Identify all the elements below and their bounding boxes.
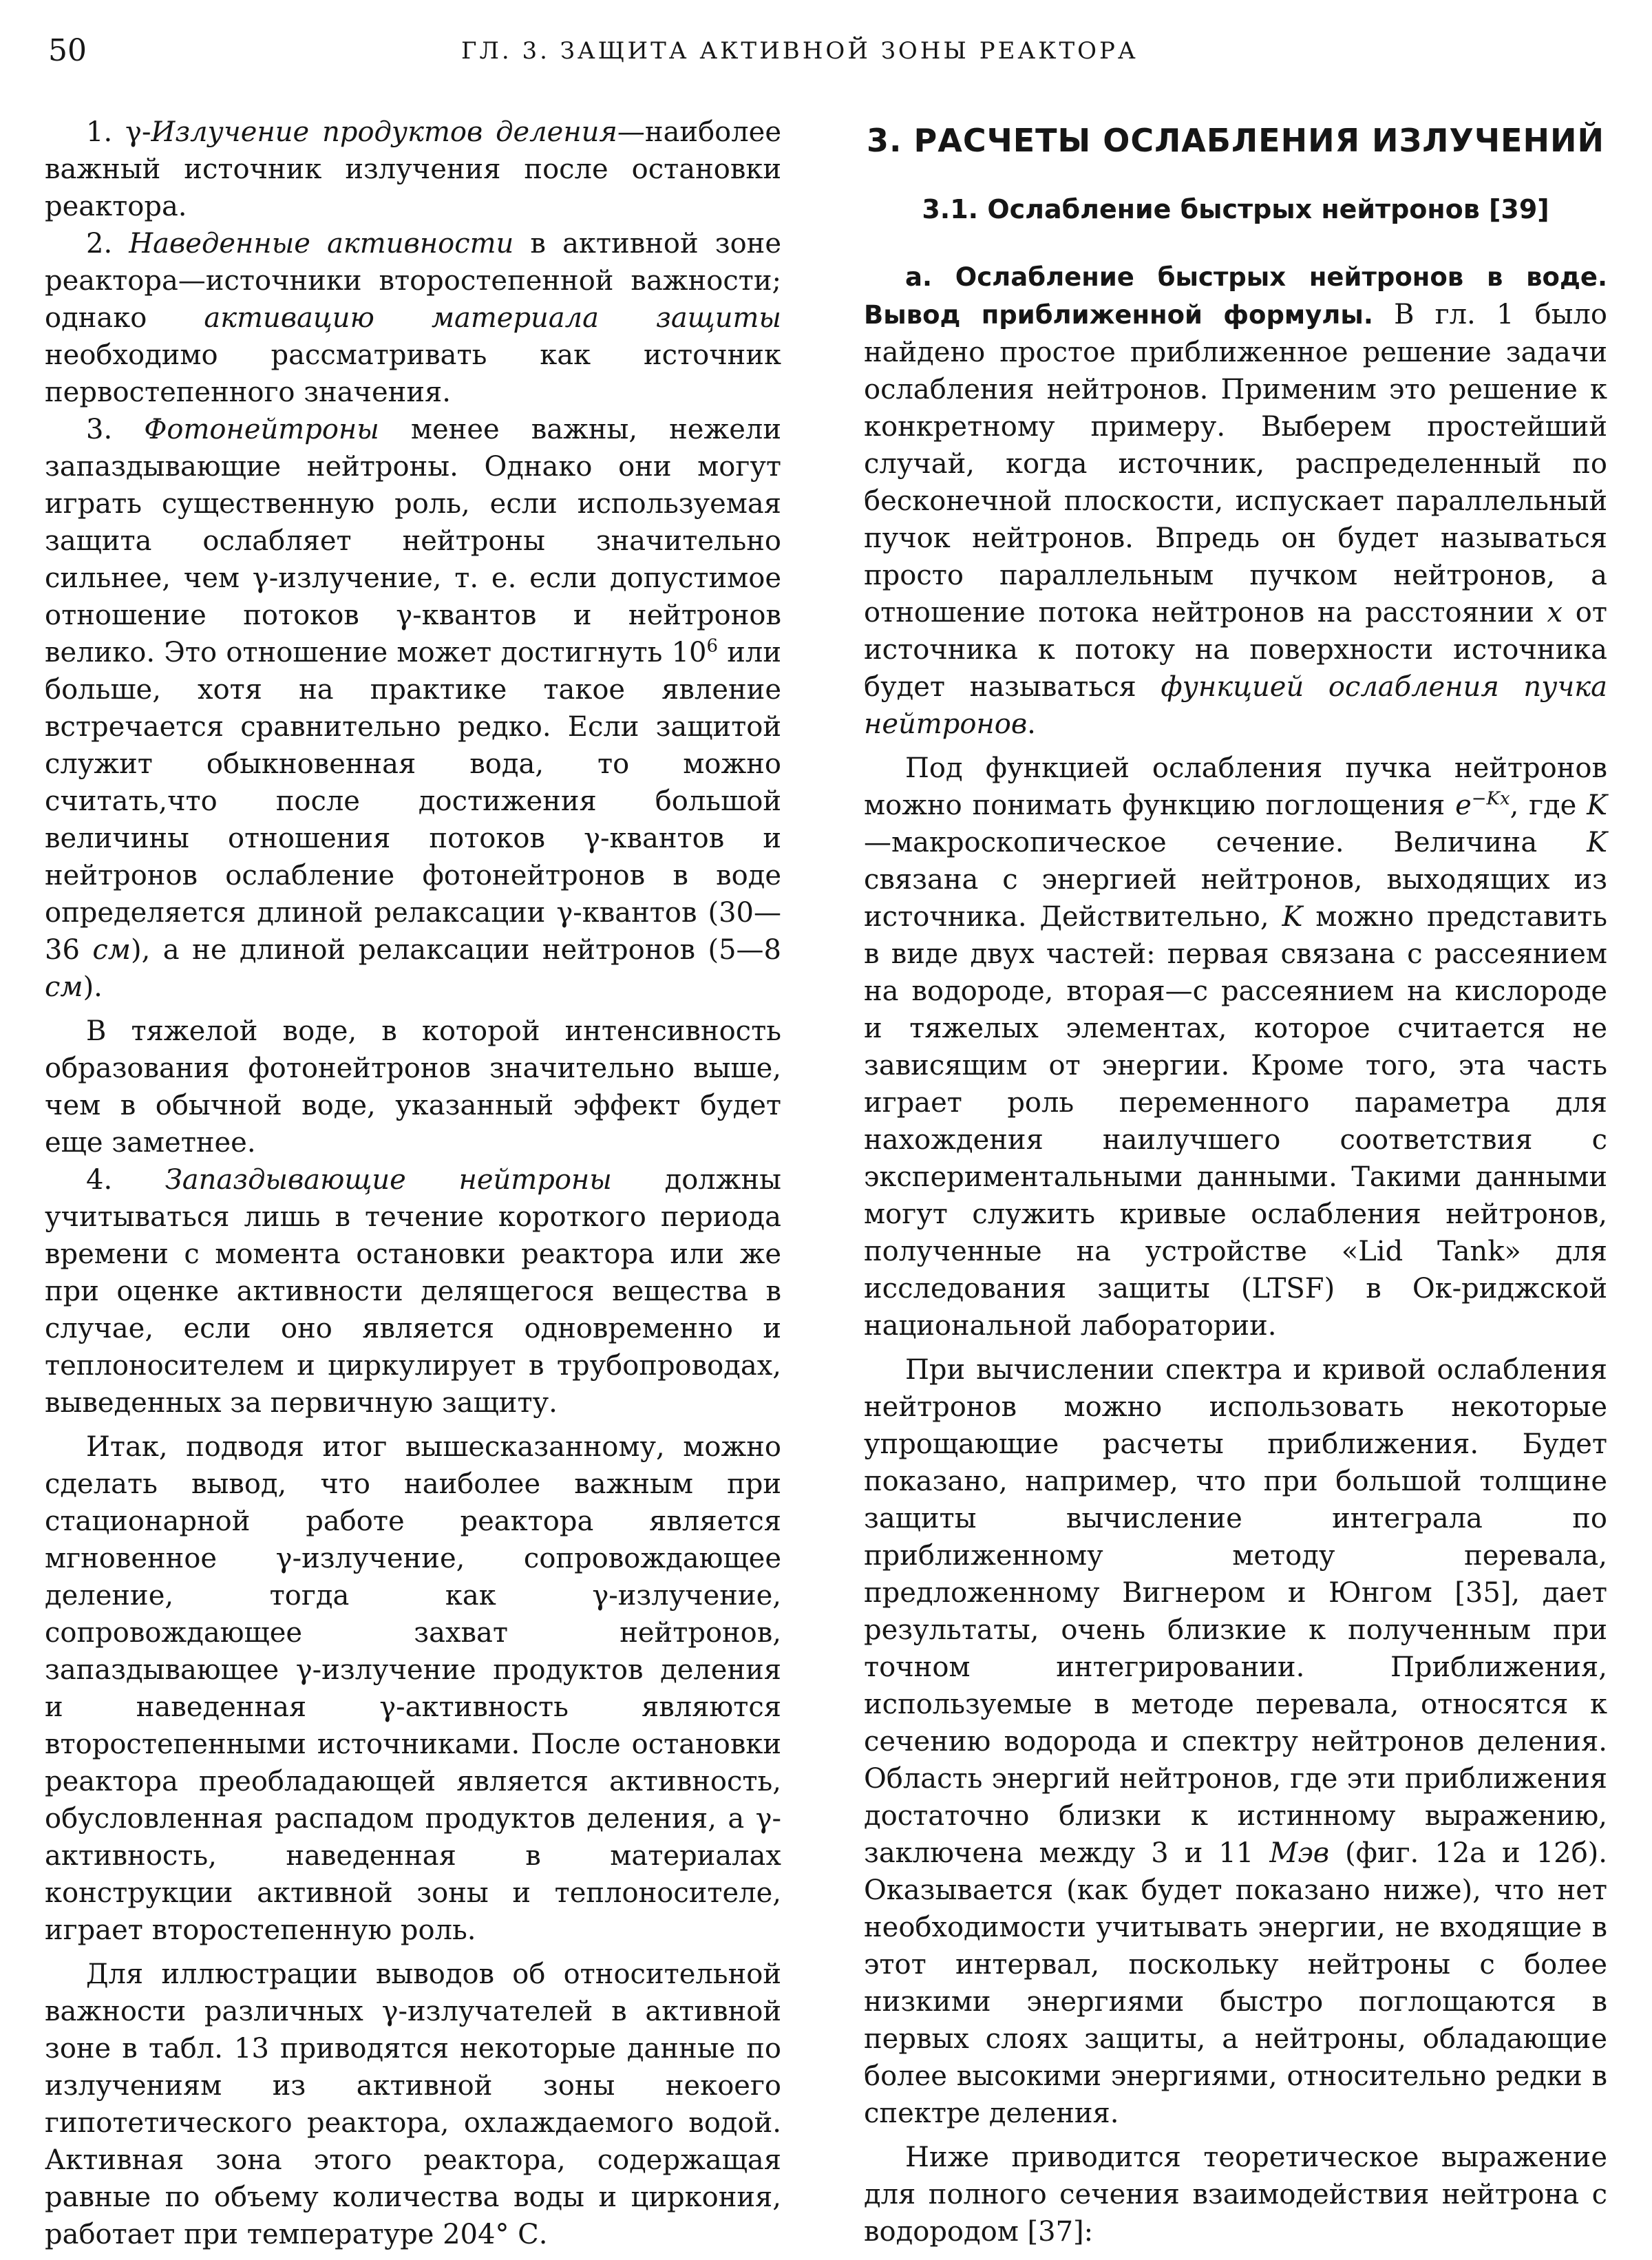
- paragraph-table-13: Для иллюстрации выводов об относительной важности различных γ-излучателей в активной зоне в табл. 13 приводятся некоторые данные по излучениям из активной зоны некоего гипотетического реактора, охлаждаемого водой. Активная зона этого реактора, содержащая равные по объему количества воды и циркония, работает при температуре 204° С.: [45, 1958, 781, 2250]
- paragraph-item-4: 4. Запаздывающие нейтроны должны учитываться лишь в течение короткого периода времени с момента остановки реактора или же при оценке активности делящегося вещества в случае, если оно является одновременно и теплоносителем и циркулирует в трубопроводах, выведенных за первичную защиту.: [45, 1164, 781, 1419]
- paragraph-item-3: 3. Фотонейтроны менее важны, нежели запаздывающие нейтроны. Однако они могут играть существенную роль, если используемая защита ослабляет нейтроны значительно сильнее, чем γ-излучение, т. е. если допустимое отношение потоков γ-квантов и нейтронов велико. Это отношение может достигнуть $10^6$ или больше, хотя на практике такое явление встречается сравнительно редко. Если защитой служит обыкновенная вода, то можно считать,что после достижения большой величины отношения потоков γ-квантов и нейтронов ослабление фотонейтронов в воде определяется длиной релаксации γ-квантов (30—36 см), а не длиной релаксации нейтронов (5—8 см).: [45, 414, 781, 1003]
- paragraph-hydrogen-cross-section: Ниже приводится теоретическое выражение для полного сечения взаимодействия нейтрона с водородом [37]:: [864, 2142, 1607, 2248]
- term-induced-activity: Наведенные активности: [129, 228, 514, 260]
- right-column: [864, 114, 1607, 2257]
- term-photoneutrons: Фотонейтроны: [144, 414, 379, 445]
- page-header: [48, 33, 1590, 74]
- runin-heading: а. Ослабление быстрых нейтронов в воде. Вывод приближенной формулы.: [864, 262, 1607, 330]
- running-title: ГЛ. 3. ЗАЩИТА АКТИВНОЙ ЗОНЫ РЕАКТОРА: [461, 37, 1139, 65]
- term-beam-attenuation: функцией ослабления пучка нейтронов: [864, 671, 1608, 740]
- paragraph-summary: Итак, подводя итог вышесказанному, можно сделать вывод, что наиболее важным при стационарной работе реактора является мгновенное γ-излучение, сопровождающее деление, тогда как γ-излучение, сопровождающее захват нейтронов, запаздывающее γ-излучение продуктов деления и наведенная γ-активность являются второстепенными источниками. После остановки реактора преобладающей является активность, обусловленная распадом продуктов деления, а γ-активность, наведенная в материалах конструкции активной зоны и теплоносителе, играет второстепенную роль.: [45, 1431, 781, 1946]
- subsection-title: 3.1. Ослабление быстрых нейтронов [39]: [922, 194, 1549, 224]
- paragraph-absorption-function: Под функцией ослабления пучка нейтронов можно понимать функцию поглощения $e^{-Kx}$, где K—макроскопическое сечение. Величина K связана с энергией нейтронов, выходящих из источника. Действительно, K можно представить в виде двух частей: первая связана с рассеянием на водороде, вторая—с рассеянием на кислороде и тяжелых элементах, которое считается не зависящим от энергии. Кроме того, эта часть играет роль переменного параметра для нахождения наилучшего соответствия с экспериментальными данными. Такими данными могут служить кривые ослабления нейтронов, полученные на устройстве «Lid Tank» для исследования защиты (LTSF) в Ок-риджской национальной лаборатории.: [864, 752, 1608, 1342]
- formula-exponent: $e^{-Kx}$: [1455, 788, 1510, 821]
- term-shield-activation: активацию материала защиты: [204, 302, 781, 334]
- paragraph-item-1: 1. γ-Излучение продуктов деления—наиболее важный источник излучения после остановки реактора.: [45, 116, 781, 222]
- left-column: [45, 114, 781, 2260]
- term-fission-products: Излучение продуктов деления: [151, 116, 617, 148]
- paragraph-saddle-point: При вычислении спектра и кривой ослабления нейтронов можно использовать некоторые упрощающие расчеты приближения. Будет показано, например, что при большой толщине защиты вычисление интеграла по приближенному методу перевала, предложенному Вигнером и Юнгом [35], дает результаты, очень близкие к полученным при точном интегрировании. Приближения, используемые в методе перевала, относятся к сечению водорода и спектру нейтронов деления. Область энергий нейтронов, где эти приближения достаточно близки к истинному выражению, заключена между 3 и 11 Мэв (фиг. 12а и 12б). Оказывается (как будет показано ниже), что нет необходимости учитывать энергии, не входящие в этот интервал, поскольку нейтроны с более низкими энергиями быстро поглощаются в первых слоях защиты, а нейтроны, обладающие более высокими энергиями, относительно редки в спектре деления.: [864, 1354, 1608, 2129]
- paragraph-fast-neutrons: а. Ослабление быстрых нейтронов в воде. Вывод приближенной формулы. В гл. 1 было найдено простое приближенное решение задачи ослабления нейтронов. Применим это решение к конкретному примеру. Выберем простейший случай, когда источник, распределенный по бесконечной плоскости, испускает параллельный пучок нейтронов. Впредь он будет называться просто параллельным пучком нейтронов, а отношение потока нейтронов на расстоянии x от источника к потоку на поверхности источника будет называться функцией ослабления пучка нейтронов.: [864, 262, 1608, 740]
- page-number: 50: [48, 33, 87, 68]
- paragraph-item-2: 2. Наведенные активности в активной зоне реактора—источники второстепенной важности; однако активацию материала защиты необходимо рассматривать как источник первостепенного значения.: [45, 228, 781, 408]
- term-delayed-neutrons: Запаздывающие нейтроны: [165, 1164, 612, 1196]
- section-title: 3. РАСЧЕТЫ ОСЛАБЛЕНИЯ ИЗЛУЧЕНИЙ: [867, 122, 1605, 159]
- paragraph-heavy-water: В тяжелой воде, в которой интенсивность образования фотонейтронов значительно выше, чем в обычной воде, указанный эффект будет еще заметнее.: [45, 1015, 781, 1159]
